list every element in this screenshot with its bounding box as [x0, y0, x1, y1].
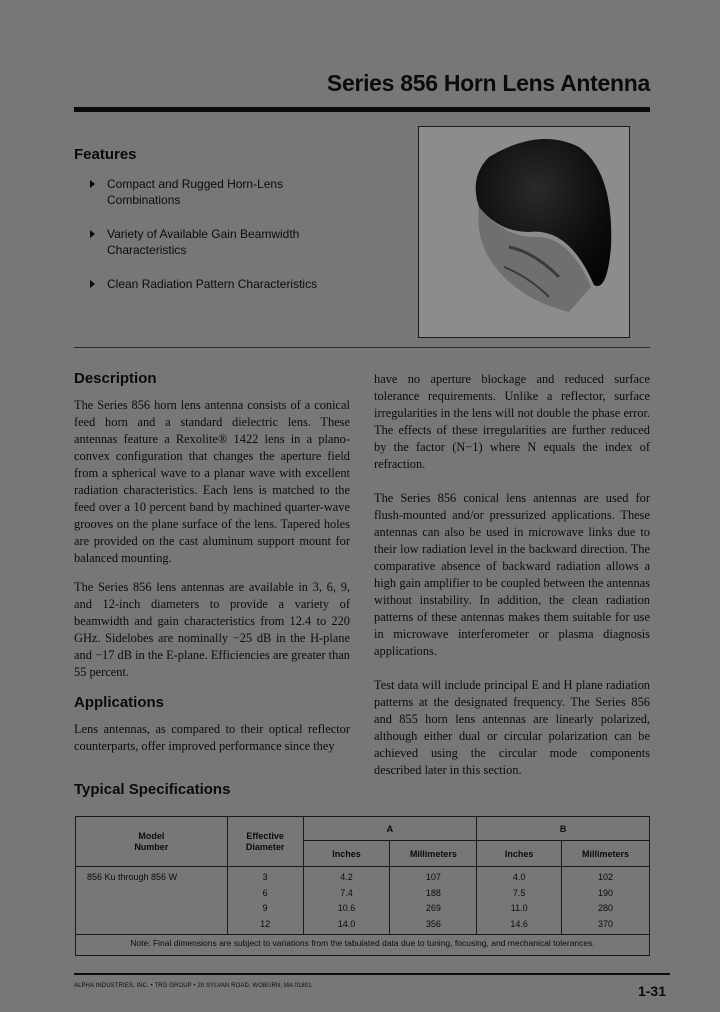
features-list — [90, 176, 350, 310]
header-effective-diameter: Effective Diameter — [227, 817, 303, 867]
title-rule — [74, 107, 650, 112]
page-number: 1-31 — [637, 983, 666, 999]
model-cell: 856 Ku through 856 W — [76, 867, 228, 935]
specifications-table — [75, 816, 650, 956]
antenna-photo — [418, 126, 630, 338]
description-paragraph: The Series 856 horn lens antenna consists of a conical feed horn and a standard dielectric lens. These antennas feature a Rexolite® 1422 lens in a plano-convex configuration that changes the aperture field from a spherical wave to a planar wave with excellent radiation characteristics. Each lens is matched to the feed over a 10 percent band by machined quarter-wave grooves on the plane surface of the lens. Tapered holes are provided on the cast aluminum support mount for balanced mounting. — [74, 398, 350, 565]
table-note: Note: Final dimensions are subject to variations from the tabulated data due to tuning, focusing, and mechanical tolerances. — [76, 935, 650, 956]
a-inches-cell: 4.2 7.4 10.6 14.0 — [303, 867, 390, 935]
diameter-cell: 3 6 9 12 — [227, 867, 303, 935]
bullet-icon — [90, 230, 95, 238]
b-inches-cell: 4.0 7.5 11.0 14.6 — [477, 867, 562, 935]
bullet-icon — [90, 280, 95, 288]
table-row — [76, 867, 650, 935]
features-heading: Features — [74, 146, 137, 163]
body-paragraph: The Series 856 conical lens antennas are used for flush-mounted and/or pressurized applications. These antennas can also be used in microwave links due to their low radiation level in the backward direction. The comparative absence of backward radiation allows a high gain amplifier to be coupled between the antennas without instability. In addition, the clean radiation patterns of these antennas makes them suitable for use in microwave interferometer or plasma diagnosis applications. — [374, 491, 650, 658]
body-paragraph: have no aperture blockage and reduced surface tolerance requirements. Unlike a reflector, surface irregularities in the lens will not double the phase error. The effects of these irregularities are further reduced by the factor (N−1) where N equals the index of refraction. — [374, 372, 650, 471]
bullet-icon — [90, 180, 95, 188]
footer-rule — [74, 973, 670, 975]
feature-item: Compact and Rugged Horn-Lens Combinations — [90, 176, 350, 208]
right-column — [374, 371, 650, 796]
body-paragraph: Test data will include principal E and H plane radiation patterns at the designated frequency. The Series 856 and 855 horn lens antennas are linearly polarized, although either dual or circular polarization can be achieved using the circular mode components described later in this section. — [374, 678, 650, 777]
b-mm-cell: 102 190 280 370 — [562, 867, 650, 935]
header-group-b: B — [477, 817, 650, 841]
footer-address: ALPHA INDUSTRIES, INC. • TRG GROUP • 20 SYLVAN ROAD, WOBURN, MA 01801 — [74, 983, 312, 989]
antenna-image — [419, 127, 629, 337]
feature-item: Variety of Available Gain Beamwidth Characteristics — [90, 226, 350, 258]
description-heading: Description — [74, 370, 157, 387]
feature-item: Clean Radiation Pattern Characteristics — [90, 276, 350, 292]
a-mm-cell: 107 188 269 356 — [390, 867, 477, 935]
applications-paragraph: Lens antennas, as compared to their optical reflector counterparts, offer improved performance since they — [74, 722, 350, 753]
section-rule — [74, 347, 650, 348]
table-note-row — [76, 935, 650, 956]
header-a-inches: Inches — [303, 841, 390, 867]
header-b-inches: Inches — [477, 841, 562, 867]
applications-heading: Applications — [74, 694, 165, 711]
header-b-millimeters: Millimeters — [562, 841, 650, 867]
header-model-number: Model Number — [76, 817, 228, 867]
header-a-millimeters: Millimeters — [390, 841, 477, 867]
description-paragraph: The Series 856 lens antennas are available in 3, 6, 9, and 12-inch diameters to provide a variety of beamwidth and gain characteristics from 12.4 to 220 GHz. Sidelobes are nominally −25 dB in the H-plane and −17 dB in the E-plane. Efficiencies are greater than 55 percent. — [74, 580, 350, 679]
page-title: Series 856 Horn Lens Antenna — [326, 70, 650, 96]
header-group-a: A — [303, 817, 477, 841]
specifications-heading: Typical Specifications — [74, 781, 231, 798]
